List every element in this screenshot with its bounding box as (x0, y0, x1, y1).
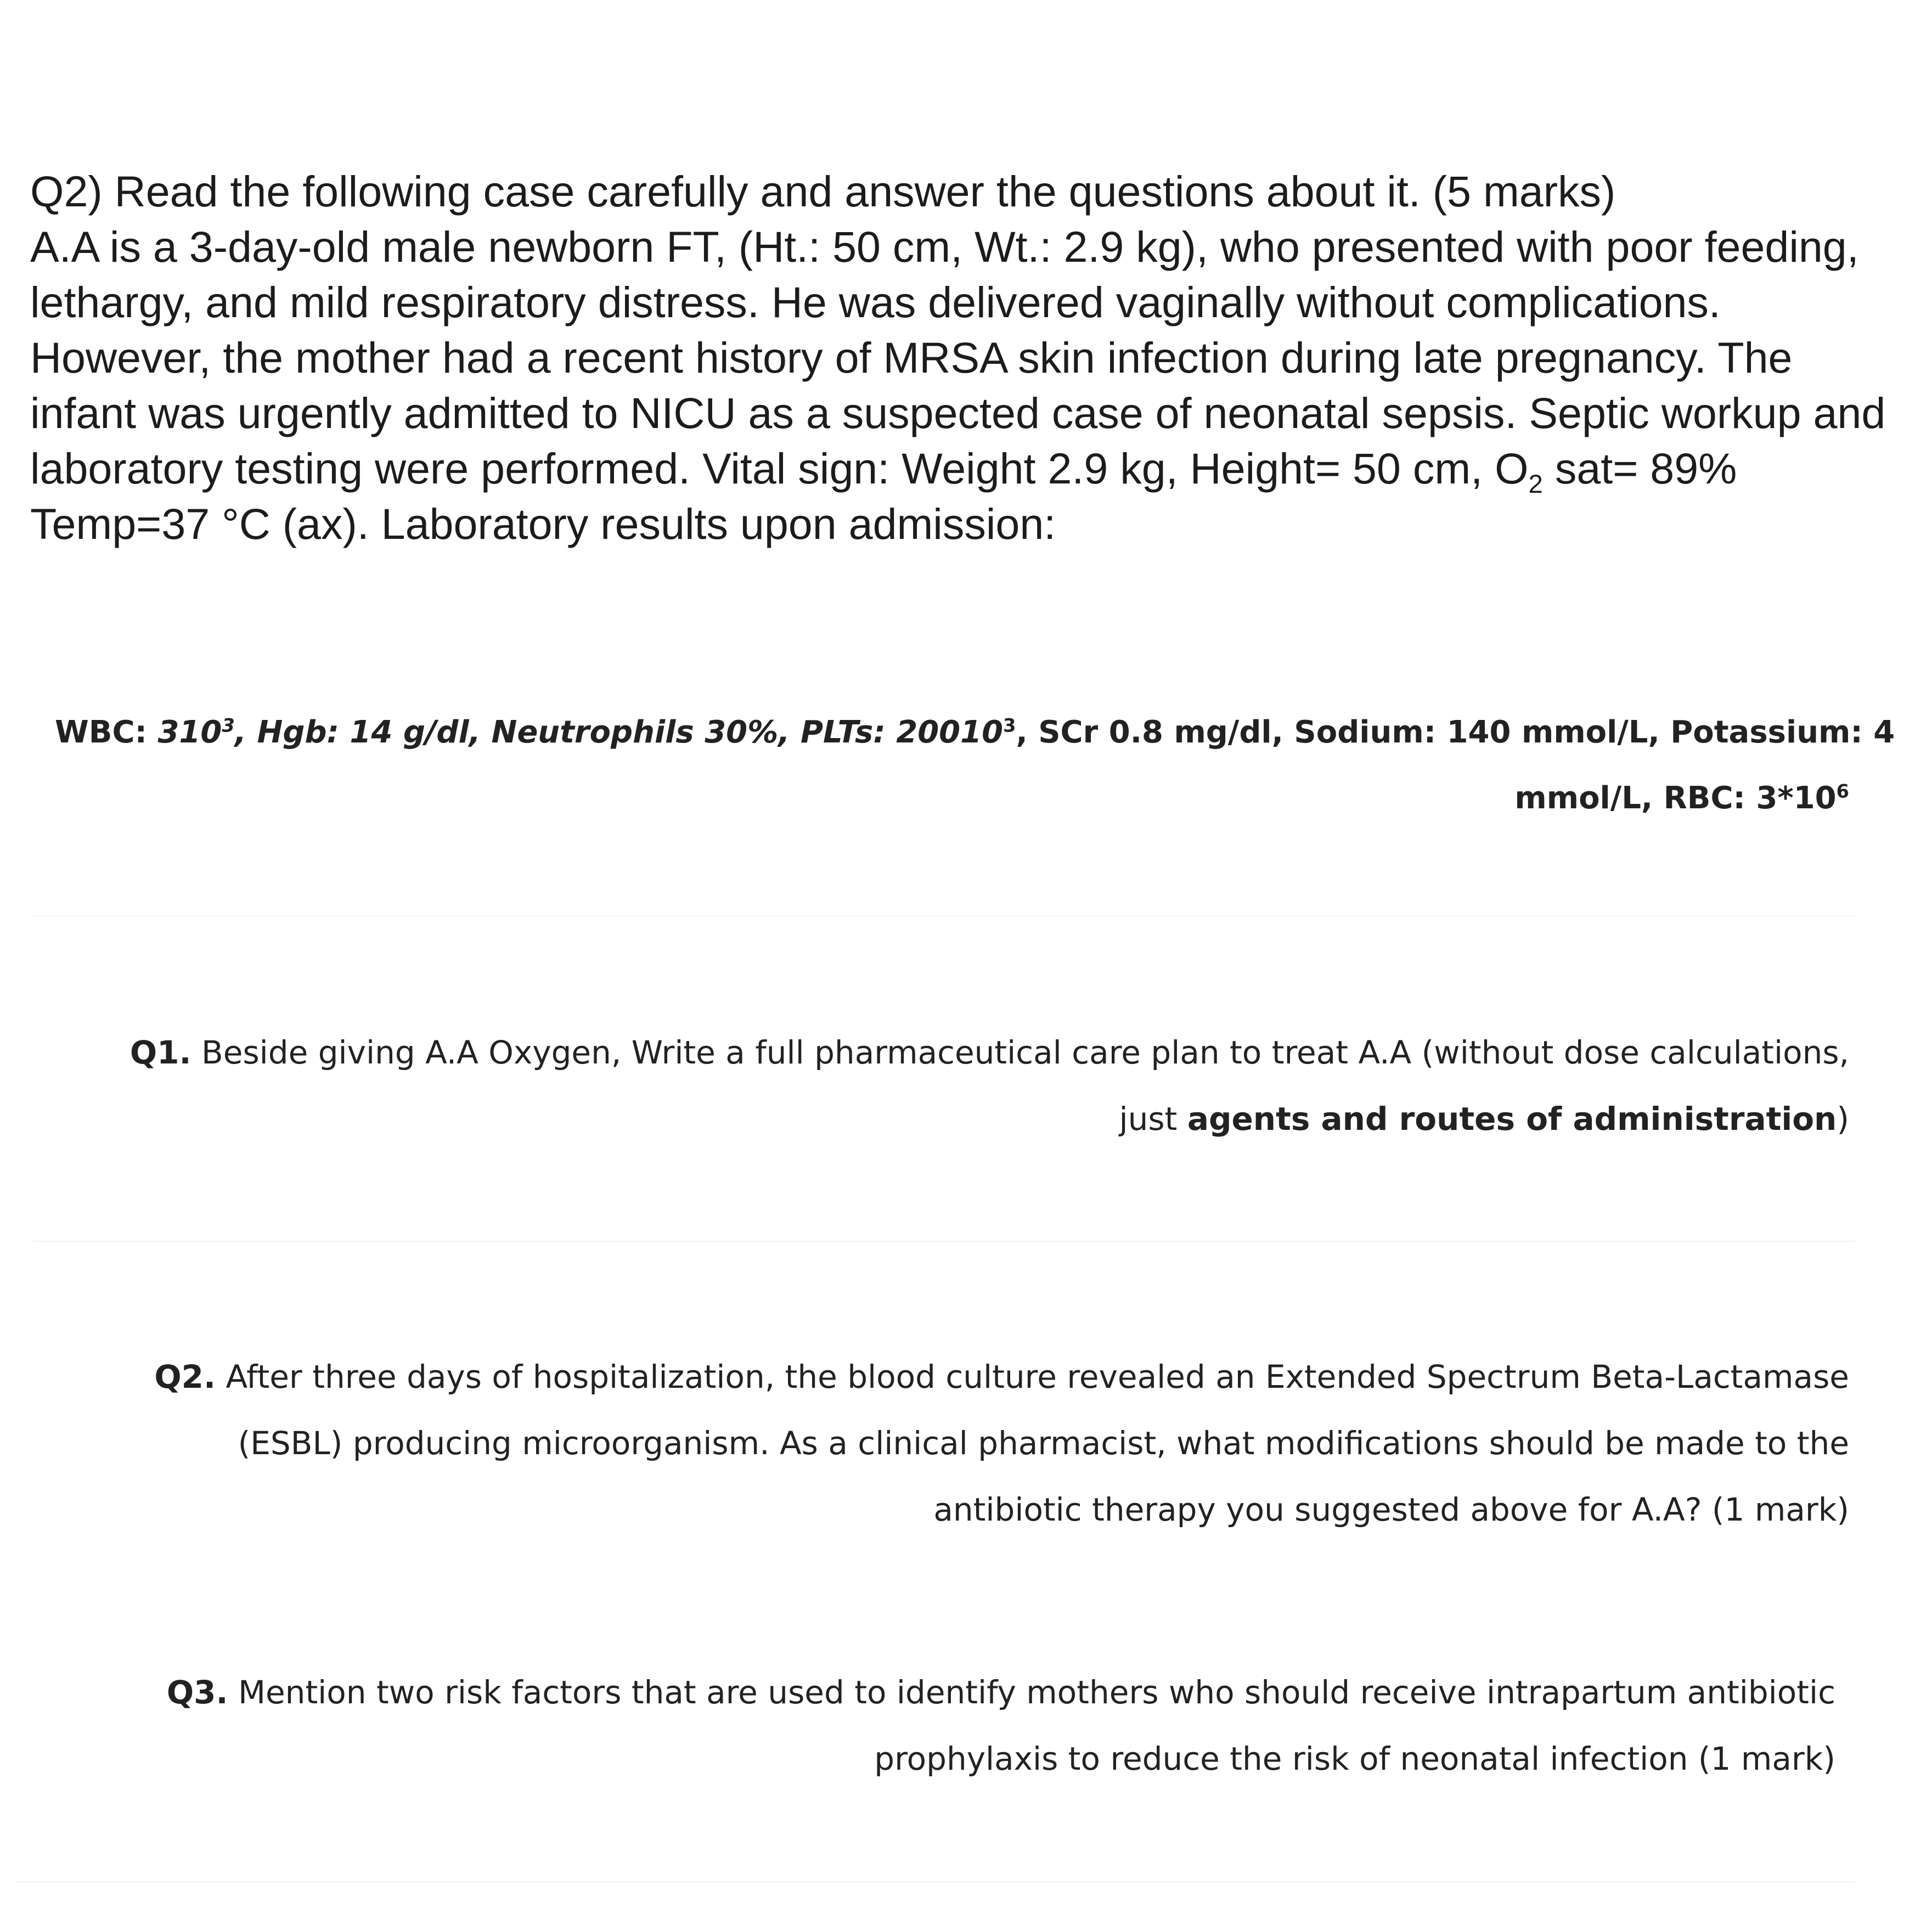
question-2-line-3: antibiotic therapy you suggested above for A.A? (1 mark) (933, 1491, 1849, 1528)
question-1-emphasis: agents and routes of administration (1187, 1100, 1837, 1138)
question-1-line-2 (55, 1086, 1849, 1152)
hgb-neutrophils-plts: , Hgb: 14 g/dl, Neutrophils 30%, PLTs: 20010 (234, 714, 1004, 750)
divider (16, 1881, 1855, 1882)
scr-sodium-potassium: , SCr 0.8 mg/dl, Sodium: 140 mmol/L, Potassium: 4 (1016, 714, 1895, 750)
question-3-text: Mention two risk factors that are used to identify mothers who should receive intrapartum antibiotic (228, 1674, 1835, 1711)
wbc-label: WBC: (55, 714, 158, 750)
plt-exponent: 3 (1003, 714, 1016, 736)
case-line: infant was urgently admitted to NICU as a suspected case of neonatal sepsis. Septic workup and (30, 389, 1886, 437)
question-1-number: Q1. (129, 1034, 191, 1071)
divider (33, 915, 1855, 916)
vital-signs-text: laboratory testing were performed. Vital sign: Weight 2.9 kg, Height= 50 cm, O (30, 444, 1529, 493)
question-1-line-1 (55, 1020, 1849, 1086)
lab-results-line-2 (55, 766, 1849, 831)
rbc-text: mmol/L, RBC: 3*10 (1514, 780, 1837, 816)
question-2-text: After three days of hospitalization, the blood culture revealed an Extended Spectrum Beta-Lactamase (216, 1358, 1849, 1395)
case-title: Q2) Read the following case carefully and answer the questions about it. (5 marks) (30, 167, 1616, 216)
question-3-line-1 (55, 1659, 1835, 1726)
wbc-exponent: 3 (222, 714, 235, 736)
question-1 (55, 1020, 1849, 1152)
question-2-line-1 (55, 1344, 1849, 1410)
question-1-text: just (1119, 1100, 1187, 1138)
question-2-number: Q2. (154, 1358, 216, 1395)
case-line: However, the mother had a recent history of MRSA skin infection during late pregnancy. The (30, 333, 1793, 382)
case-line: lethargy, and mild respiratory distress. He was delivered vaginally without complications. (30, 278, 1721, 327)
o2-sat-text: sat= 89% (1542, 444, 1737, 493)
lab-results-line-1 (55, 700, 1895, 766)
question-2 (55, 1344, 1849, 1543)
divider (33, 1241, 1855, 1242)
question-3-line-2: prophylaxis to reduce the risk of neonatal infection (1 mark) (874, 1740, 1835, 1777)
vital-signs-line (30, 441, 1907, 499)
o2-subscript: 2 (1528, 469, 1543, 499)
wbc-value: 310 (157, 714, 222, 750)
question-3 (55, 1659, 1835, 1792)
case-description (30, 164, 1907, 551)
question-1-text: Beside giving A.A Oxygen, Write a full pharmaceutical care plan to treat A.A (without dose calculations, (191, 1034, 1849, 1071)
case-line: Temp=37 °C (ax). Laboratory results upon admission: (30, 499, 1056, 548)
question-3-number: Q3. (166, 1674, 228, 1711)
case-line: A.A is a 3-day-old male newborn FT, (Ht.: 50 cm, Wt.: 2.9 kg), who presented with poor feeding, (30, 222, 1859, 271)
rbc-exponent: 6 (1836, 780, 1849, 802)
lab-results (55, 700, 1895, 831)
question-2-line-2: (ESBL) producing microorganism. As a clinical pharmacist, what modifications should be made to the (238, 1425, 1849, 1462)
question-1-text: ) (1837, 1100, 1849, 1138)
